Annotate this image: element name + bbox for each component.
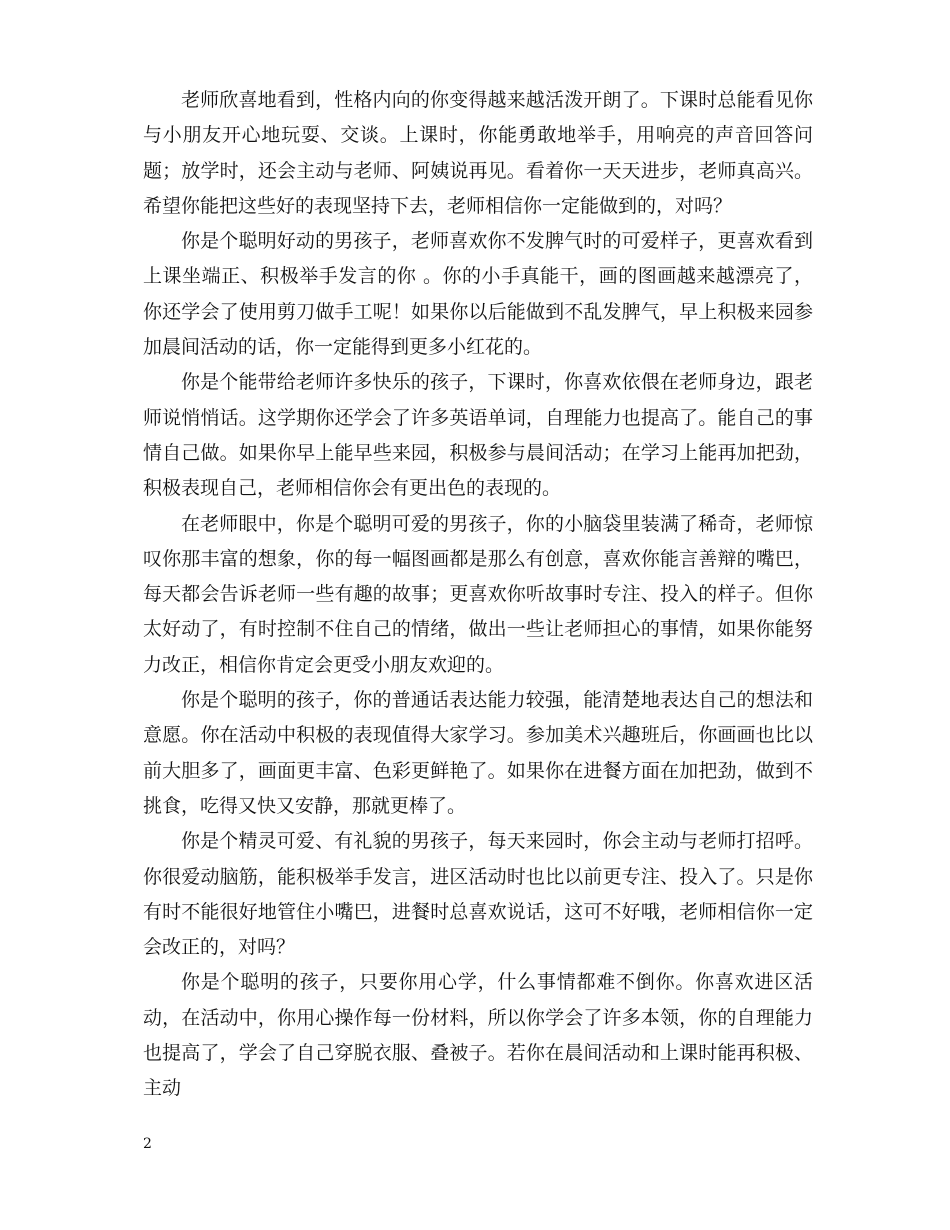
- document-body: [143, 83, 813, 1107]
- paragraph: 你是个精灵可爱、有礼貌的男孩子，每天来园时，你会主动与老师打招呼。你很爱动脑筋，能积极举手发言，进区活动时也比以前更专注、投入了。只是你有时不能很好地管住小嘴巴，进餐时总喜欢说话，这可不好哦，老师相信你一定会改正的，对吗？: [143, 830, 813, 959]
- page-number: 2: [143, 1136, 152, 1152]
- paragraph: 在老师眼中，你是个聪明可爱的男孩子，你的小脑袋里装满了稀奇，老师惊叹你那丰富的想象，你的每一幅图画都是那么有创意，喜欢你能言善辩的嘴巴，每天都会告诉老师一些有趣的故事；更喜欢你听故事时专注、投入的样子。但你太好动了，有时控制不住自己的情绪，做出一些让老师担心的事情，如果你能努力改正，相信你肯定会更受小朋友欢迎的。: [143, 512, 813, 676]
- paragraph: 你是个聪明的孩子，你的普通话表达能力较强，能清楚地表达自己的想法和意愿。你在活动中积极的表现值得大家学习。参加美术兴趣班后，你画画也比以前大胆多了，画面更丰富、色彩更鲜艳了。如果你在进餐方面在加把劲，做到不挑食，吃得又快又安静，那就更棒了。: [143, 689, 813, 817]
- paragraph: 老师欣喜地看到，性格内向的你变得越来越活泼开朗了。下课时总能看见你与小朋友开心地玩耍、交谈。上课时，你能勇敢地举手，用响亮的声音回答问题；放学时，还会主动与老师、阿姨说再见。看着你一天天进步，老师真高兴。希望你能把这些好的表现坚持下去，老师相信你一定能做到的，对吗？: [143, 89, 813, 217]
- paragraph: 你是个聪明的孩子，只要你用心学，什么事情都难不倒你。你喜欢进区活动，在活动中，你用心操作每一份材料，所以你学会了许多本领，你的自理能力也提高了，学会了自己穿脱衣服、叠被子。若你在晨间活动和上课时能再积极、主动: [143, 971, 813, 1100]
- paragraph: 你是个能带给老师许多快乐的孩子，下课时，你喜欢依偎在老师身边，跟老师说悄悄话。这学期你还学会了许多英语单词，自理能力也提高了。能自己的事情自己做。如果你早上能早些来园，积极参与晨间活动；在学习上能再加把劲，积极表现自己，老师相信你会有更出色的表现的。: [143, 371, 813, 500]
- paragraph: 你是个聪明好动的男孩子，老师喜欢你不发脾气时的可爱样子，更喜欢看到上课坐端正、积极举手发言的你 。你的小手真能干，画的图画越来越漂亮了，你还学会了使用剪刀做手工呢！如果你以后能做到不乱发脾气，早上积极来园参加晨间活动的话，你一定能得到更多小红花的。: [143, 230, 813, 359]
